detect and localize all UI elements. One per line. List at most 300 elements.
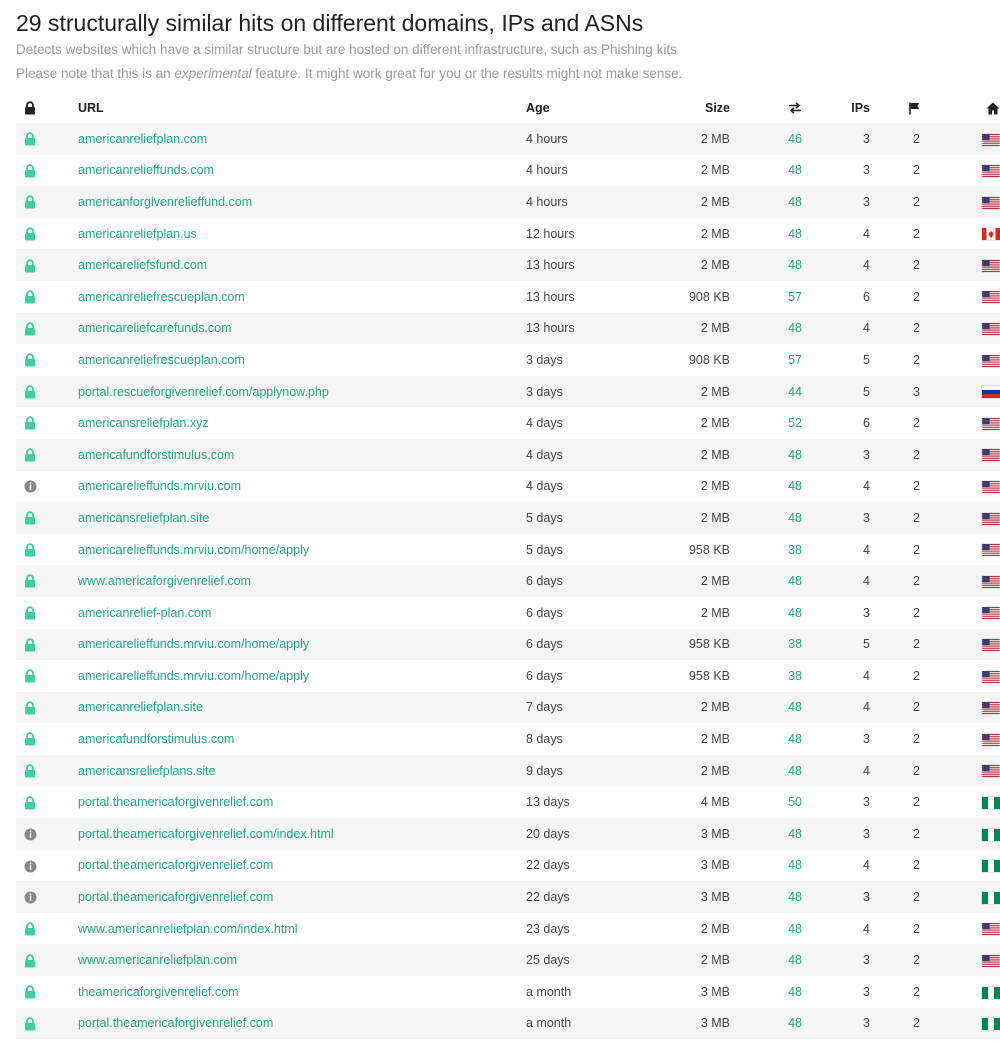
status-cell	[16, 1008, 78, 1040]
asn-value: 2	[913, 226, 920, 241]
age-value: 3 days	[526, 384, 563, 399]
country-cell	[920, 502, 1000, 534]
links-value: 48	[788, 763, 802, 778]
size-value: 2 MB	[700, 700, 730, 715]
info-icon	[24, 860, 37, 873]
country-cell	[920, 471, 1000, 503]
size-value: 3 MB	[700, 984, 730, 999]
result-url-link[interactable]: portal.theamericaforgivenrelief.com	[78, 858, 274, 873]
lock-icon	[24, 985, 36, 999]
asn-value: 2	[913, 258, 920, 273]
table-row[interactable]	[16, 692, 1000, 724]
asn-value: 2	[913, 858, 920, 873]
country-cell	[920, 597, 1000, 629]
links-value: 48	[788, 984, 802, 999]
ng-flag-icon	[982, 892, 1000, 904]
age-value: 13 hours	[526, 258, 575, 273]
info-icon	[24, 891, 37, 904]
table-header	[16, 92, 1000, 123]
asn-value: 2	[913, 447, 920, 462]
country-cell	[920, 344, 1000, 376]
ips-value: 5	[863, 384, 870, 399]
asn-value: 2	[913, 321, 920, 336]
status-cell	[16, 944, 78, 976]
table-row[interactable]	[16, 407, 1000, 439]
country-cell	[920, 407, 1000, 439]
size-value: 2 MB	[700, 321, 730, 336]
ips-value: 4	[863, 542, 870, 557]
result-url-link[interactable]: portal.theamericaforgivenrelief.com	[78, 1016, 274, 1031]
result-url-link[interactable]: www.americanreliefplan.com	[78, 953, 238, 968]
result-url-link[interactable]: americarelieffunds.mrviu.com/home/apply	[78, 668, 310, 683]
ips-value: 3	[863, 953, 870, 968]
country-cell	[920, 629, 1000, 661]
lock-icon	[24, 1017, 36, 1031]
status-cell	[16, 186, 78, 218]
table-row[interactable]	[16, 502, 1000, 534]
links-value: 44	[788, 384, 802, 399]
result-url-link[interactable]: americansreliefplan.site	[78, 510, 210, 525]
links-value: 48	[788, 605, 802, 620]
result-url-link[interactable]: portal.theamericaforgivenrelief.com	[78, 890, 274, 905]
us-flag-icon	[982, 671, 1000, 683]
age-value: a month	[526, 984, 572, 999]
age-value: 4 hours	[526, 163, 568, 178]
age-value: 5 days	[526, 510, 563, 525]
links-value: 48	[788, 732, 802, 747]
result-url-link[interactable]: portal.theamericaforgivenrelief.com/index.html	[78, 826, 334, 841]
us-flag-icon	[982, 481, 1000, 493]
lock-icon	[24, 732, 36, 746]
links-value: 48	[788, 510, 802, 525]
ips-value: 3	[863, 194, 870, 209]
links-value: 48	[788, 826, 802, 841]
result-url-link[interactable]: americareliefsfund.com	[78, 258, 208, 273]
result-url-link[interactable]: theamericaforgivenrelief.com	[78, 984, 239, 999]
page-title: 29 structurally similar hits on different domains, IPs and ASNs	[16, 10, 644, 36]
status-cell	[16, 344, 78, 376]
status-cell	[16, 692, 78, 724]
ips-value: 5	[863, 352, 870, 367]
table-row[interactable]	[16, 660, 1000, 692]
table-row[interactable]	[16, 249, 1000, 281]
age-value: 22 days	[526, 858, 570, 873]
info-icon	[24, 828, 37, 841]
links-value: 48	[788, 321, 802, 336]
status-cell	[16, 313, 78, 345]
asn-value: 2	[913, 289, 920, 304]
ips-value: 4	[863, 921, 870, 936]
result-url-link[interactable]: americanreliefrescueplan.com	[78, 352, 245, 367]
links-value: 38	[788, 637, 802, 652]
status-cell	[16, 881, 78, 913]
asn-value: 2	[913, 131, 920, 146]
col-age[interactable]: Age	[526, 100, 550, 115]
lock-icon	[24, 638, 36, 652]
size-value: 2 MB	[700, 226, 730, 241]
result-url-link[interactable]: americanrelief-plan.com	[78, 605, 212, 620]
links-value: 46	[788, 131, 802, 146]
status-cell	[16, 471, 78, 503]
country-cell	[920, 660, 1000, 692]
result-url-link[interactable]: americanreliefplan.site	[78, 700, 204, 715]
lock-icon	[24, 227, 36, 241]
size-value: 2 MB	[700, 574, 730, 589]
us-flag-icon	[982, 134, 1000, 146]
asn-value: 2	[913, 795, 920, 810]
size-value: 2 MB	[700, 605, 730, 620]
ips-value: 3	[863, 510, 870, 525]
size-value: 2 MB	[700, 258, 730, 273]
asn-value: 2	[913, 890, 920, 905]
status-cell	[16, 976, 78, 1008]
status-cell	[16, 249, 78, 281]
ips-value: 6	[863, 289, 870, 304]
us-flag-icon	[982, 639, 1000, 651]
us-flag-icon	[982, 165, 1000, 177]
age-value: 23 days	[526, 921, 570, 936]
lock-icon	[24, 954, 36, 968]
size-value: 2 MB	[700, 131, 730, 146]
status-cell	[16, 439, 78, 471]
ips-value: 4	[863, 321, 870, 336]
size-value: 958 KB	[688, 637, 730, 652]
status-cell	[16, 281, 78, 313]
country-cell	[920, 692, 1000, 724]
asn-value: 2	[913, 826, 920, 841]
lock-icon	[24, 164, 36, 178]
asn-value: 2	[913, 732, 920, 747]
status-cell	[16, 629, 78, 661]
ips-value: 3	[863, 984, 870, 999]
table-row[interactable]	[16, 439, 1000, 471]
us-flag-icon	[982, 355, 1000, 367]
table-row[interactable]	[16, 534, 1000, 566]
status-cell	[16, 407, 78, 439]
result-url-link[interactable]: americarelieffunds.mrviu.com/home/apply	[78, 542, 310, 557]
age-value: 4 days	[526, 416, 563, 431]
asn-value: 2	[913, 605, 920, 620]
links-value: 52	[788, 416, 802, 431]
lock-icon	[24, 669, 36, 683]
result-url-link[interactable]: americanreliefplan.us	[78, 226, 197, 241]
country-cell	[920, 123, 1000, 155]
links-value: 48	[788, 858, 802, 873]
table-row[interactable]	[16, 186, 1000, 218]
status-cell	[16, 218, 78, 250]
table-row[interactable]	[16, 723, 1000, 755]
links-value: 48	[788, 890, 802, 905]
asn-value: 3	[913, 384, 920, 399]
age-value: 7 days	[526, 700, 563, 715]
us-flag-icon	[982, 323, 1000, 335]
age-value: 9 days	[526, 763, 563, 778]
result-url-link[interactable]: americarelieffunds.mrviu.com/home/apply	[78, 637, 310, 652]
size-value: 2 MB	[700, 447, 730, 462]
links-value: 48	[788, 258, 802, 273]
age-value: 12 hours	[526, 226, 575, 241]
result-url-link[interactable]: portal.rescueforgivenrelief.com/applynow.php	[78, 384, 329, 399]
age-value: a month	[526, 1016, 572, 1031]
links-value: 57	[788, 289, 802, 304]
links-value: 48	[788, 163, 802, 178]
status-cell	[16, 376, 78, 408]
size-value: 2 MB	[700, 763, 730, 778]
status-cell	[16, 660, 78, 692]
size-value: 3 MB	[700, 890, 730, 905]
asn-value: 2	[913, 984, 920, 999]
links-value: 38	[788, 542, 802, 557]
table-row[interactable]	[16, 344, 1000, 376]
size-value: 2 MB	[700, 953, 730, 968]
links-value: 57	[788, 352, 802, 367]
lock-icon	[24, 448, 36, 462]
age-value: 6 days	[526, 637, 563, 652]
lock-icon	[24, 195, 36, 209]
result-url-link[interactable]: americanrelieffunds.com	[78, 163, 214, 178]
asn-value: 2	[913, 953, 920, 968]
table-row[interactable]	[16, 155, 1000, 187]
links-value: 48	[788, 194, 802, 209]
table-row[interactable]	[16, 850, 1000, 882]
lock-icon	[24, 259, 36, 273]
ca-flag-icon	[982, 228, 1000, 240]
status-cell	[16, 502, 78, 534]
table-row[interactable]	[16, 281, 1000, 313]
age-value: 8 days	[526, 732, 563, 747]
asn-value: 2	[913, 352, 920, 367]
us-flag-icon	[982, 291, 1000, 303]
status-cell	[16, 850, 78, 882]
table-row[interactable]	[16, 597, 1000, 629]
lock-icon	[24, 764, 36, 778]
size-value: 2 MB	[700, 732, 730, 747]
col-links[interactable]	[730, 92, 814, 123]
us-flag-icon	[982, 418, 1000, 430]
age-value: 13 days	[526, 795, 570, 810]
result-url-link[interactable]: americanreliefrescueplan.com	[78, 289, 245, 304]
age-value: 6 days	[526, 605, 563, 620]
ng-flag-icon	[982, 797, 1000, 809]
status-cell	[16, 565, 78, 597]
result-url-link[interactable]: americareliefcarefunds.com	[78, 321, 232, 336]
us-flag-icon	[982, 544, 1000, 556]
asn-value: 2	[913, 510, 920, 525]
ng-flag-icon	[982, 987, 1000, 999]
ips-value: 4	[863, 858, 870, 873]
links-value: 48	[788, 953, 802, 968]
lock-icon	[24, 922, 36, 936]
size-value: 2 MB	[700, 194, 730, 209]
status-cell	[16, 818, 78, 850]
ng-flag-icon	[982, 829, 1000, 841]
table-row[interactable]	[16, 471, 1000, 503]
country-cell	[920, 565, 1000, 597]
asn-value: 2	[913, 668, 920, 683]
table-row[interactable]	[16, 786, 1000, 818]
links-value: 48	[788, 574, 802, 589]
table-row[interactable]	[16, 1008, 1000, 1040]
status-cell	[16, 913, 78, 945]
ips-value: 4	[863, 700, 870, 715]
size-value: 2 MB	[700, 163, 730, 178]
ng-flag-icon	[982, 860, 1000, 872]
table-row[interactable]	[16, 881, 1000, 913]
country-cell	[920, 913, 1000, 945]
country-cell	[920, 1008, 1000, 1040]
age-value: 4 days	[526, 447, 563, 462]
asn-value: 2	[913, 542, 920, 557]
links-value: 48	[788, 479, 802, 494]
lock-icon	[24, 574, 36, 588]
country-cell	[920, 155, 1000, 187]
result-url-link[interactable]: americansreliefplan.xyz	[78, 416, 209, 431]
links-value: 48	[788, 226, 802, 241]
ips-value: 4	[863, 763, 870, 778]
result-url-link[interactable]: www.americanreliefplan.com/index.html	[78, 921, 298, 936]
experimental-note: Please note that this is an experimental feature. It might work great for you or the results might not make sense.	[16, 66, 683, 81]
asn-value: 2	[913, 574, 920, 589]
ips-value: 3	[863, 795, 870, 810]
age-value: 13 hours	[526, 321, 575, 336]
asn-value: 2	[913, 163, 920, 178]
ips-value: 3	[863, 447, 870, 462]
size-value: 3 MB	[700, 858, 730, 873]
table-row[interactable]	[16, 976, 1000, 1008]
size-value: 958 KB	[688, 668, 730, 683]
col-size[interactable]: Size	[704, 100, 730, 115]
size-value: 2 MB	[700, 921, 730, 936]
ips-value: 3	[863, 131, 870, 146]
country-cell	[920, 944, 1000, 976]
age-value: 4 days	[526, 479, 563, 494]
country-cell	[920, 976, 1000, 1008]
us-flag-icon	[982, 513, 1000, 525]
table-row[interactable]	[16, 755, 1000, 787]
age-value: 20 days	[526, 826, 570, 841]
lock-icon	[24, 543, 36, 557]
country-cell	[920, 786, 1000, 818]
size-value: 2 MB	[700, 510, 730, 525]
age-value: 4 hours	[526, 194, 568, 209]
size-value: 2 MB	[700, 479, 730, 494]
result-url-link[interactable]: www.americaforgivenrelief.com	[78, 574, 251, 589]
table-row[interactable]	[16, 944, 1000, 976]
lock-icon	[24, 101, 36, 115]
col-country[interactable]	[920, 92, 1000, 123]
ips-value: 4	[863, 226, 870, 241]
table-row[interactable]	[16, 629, 1000, 661]
country-cell	[920, 313, 1000, 345]
asn-value: 2	[913, 763, 920, 778]
lock-icon	[24, 606, 36, 620]
col-security[interactable]	[16, 92, 78, 123]
country-cell	[920, 850, 1000, 882]
status-cell	[16, 597, 78, 629]
result-url-link[interactable]: americarelieffunds.mrviu.com	[78, 479, 242, 494]
age-value: 25 days	[526, 953, 570, 968]
ips-value: 6	[863, 416, 870, 431]
result-url-link[interactable]: americansreliefplans.site	[78, 763, 216, 778]
result-url-link[interactable]: americanforgivenrelieffund.com	[78, 194, 253, 209]
country-cell	[920, 723, 1000, 755]
status-cell	[16, 155, 78, 187]
ips-value: 4	[863, 479, 870, 494]
lock-icon	[24, 416, 36, 430]
result-url-link[interactable]: portal.theamericaforgivenrelief.com	[78, 795, 274, 810]
asn-value: 2	[913, 1016, 920, 1031]
lock-icon	[24, 796, 36, 810]
table-row[interactable]	[16, 913, 1000, 945]
country-cell	[920, 218, 1000, 250]
us-flag-icon	[982, 734, 1000, 746]
ru-flag-icon	[982, 386, 1000, 398]
info-icon	[24, 480, 37, 493]
size-value: 2 MB	[700, 384, 730, 399]
exchange-icon	[788, 102, 802, 114]
result-url-link[interactable]: americafundforstimulus.com	[78, 732, 235, 747]
country-cell	[920, 281, 1000, 313]
us-flag-icon	[982, 197, 1000, 209]
links-value: 48	[788, 921, 802, 936]
lock-icon	[24, 353, 36, 367]
lock-icon	[24, 385, 36, 399]
status-cell	[16, 755, 78, 787]
table-row[interactable]	[16, 313, 1000, 345]
result-url-link[interactable]: americanreliefplan.com	[78, 131, 208, 146]
us-flag-icon	[982, 576, 1000, 588]
ips-value: 4	[863, 574, 870, 589]
asn-value: 2	[913, 194, 920, 209]
result-url-link[interactable]: americafundforstimulus.com	[78, 447, 235, 462]
us-flag-icon	[982, 765, 1000, 777]
asn-value: 2	[913, 921, 920, 936]
asn-value: 2	[913, 700, 920, 715]
ng-flag-icon	[982, 1018, 1000, 1030]
age-value: 22 days	[526, 890, 570, 905]
col-asn[interactable]	[870, 92, 920, 123]
links-value: 48	[788, 447, 802, 462]
ips-value: 4	[863, 258, 870, 273]
us-flag-icon	[982, 449, 1000, 461]
ips-value: 4	[863, 668, 870, 683]
country-cell	[920, 249, 1000, 281]
table-row[interactable]	[16, 818, 1000, 850]
col-ips[interactable]: IPs	[851, 100, 870, 115]
size-value: 3 MB	[700, 1016, 730, 1031]
ips-value: 3	[863, 732, 870, 747]
asn-value: 2	[913, 637, 920, 652]
status-cell	[16, 123, 78, 155]
asn-value: 2	[913, 479, 920, 494]
links-value: 38	[788, 668, 802, 683]
col-url[interactable]: URL	[78, 100, 104, 115]
table-row[interactable]	[16, 123, 1000, 155]
lock-icon	[24, 322, 36, 336]
us-flag-icon	[982, 260, 1000, 272]
asn-value: 2	[913, 416, 920, 431]
table-row[interactable]	[16, 376, 1000, 408]
lock-icon	[24, 290, 36, 304]
age-value: 13 hours	[526, 289, 575, 304]
size-value: 908 KB	[688, 289, 730, 304]
size-value: 2 MB	[700, 416, 730, 431]
age-value: 4 hours	[526, 131, 568, 146]
table-row[interactable]	[16, 218, 1000, 250]
size-value: 4 MB	[700, 795, 730, 810]
age-value: 5 days	[526, 542, 563, 557]
table-row[interactable]	[16, 565, 1000, 597]
